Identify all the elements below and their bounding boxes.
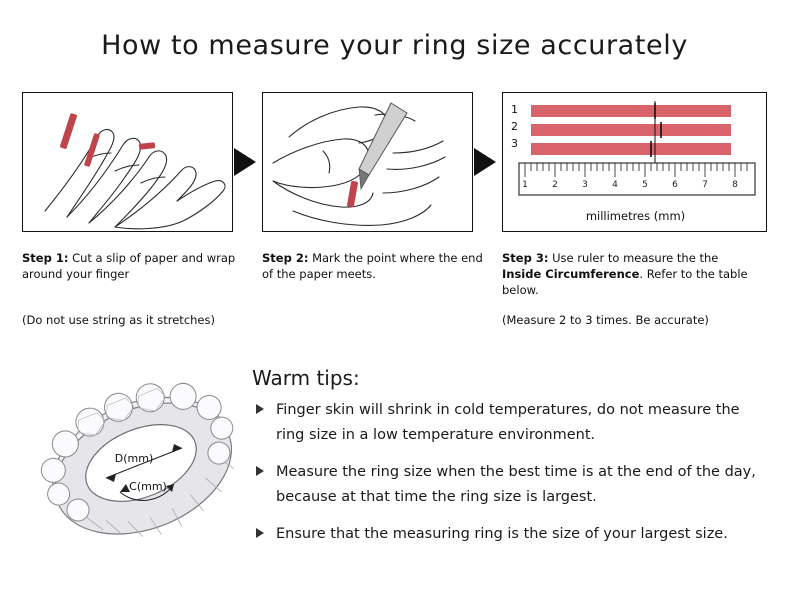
step3-illustration-panel	[502, 92, 767, 232]
tip-item	[252, 522, 772, 547]
strip-number-labels	[511, 101, 518, 152]
step3-label: Step 3:	[502, 251, 549, 265]
step1-illustration-panel	[22, 92, 233, 232]
step2-caption	[262, 250, 487, 282]
step2-text: Mark the point where the end of the paper meets.	[262, 251, 483, 281]
paper-strip-marked	[347, 181, 358, 208]
step3-text-part4: Refer to the table below.	[502, 267, 748, 297]
step3-emphasis: Inside Circumference	[502, 267, 640, 281]
svg-text:7: 7	[702, 180, 708, 190]
warm-tips-list	[252, 398, 772, 559]
measure-strip-2	[531, 124, 731, 136]
paper-strip-wrapped	[84, 133, 100, 167]
arrow-step2-to-step3-icon	[474, 148, 496, 176]
pen-icon	[359, 103, 407, 189]
tip-item	[252, 460, 772, 510]
paper-strip-end	[139, 142, 156, 150]
tip-text: Ensure that the measuring ring is the size of your largest size.	[276, 526, 728, 542]
tip-text: Finger skin will shrink in cold temperatures, do not measure the ring size in a low temperature environment.	[276, 402, 740, 443]
diameter-label: D(mm)	[114, 452, 154, 465]
strip-label-2: 2	[511, 120, 518, 133]
svg-text:3: 3	[582, 180, 588, 190]
warm-tips-heading: Warm tips:	[252, 366, 360, 390]
ruler-body	[519, 163, 755, 195]
svg-text:5: 5	[642, 180, 648, 190]
svg-text:6: 6	[672, 180, 678, 190]
hand-with-paper-strip-illustration	[23, 93, 232, 231]
step1-caption	[22, 250, 247, 282]
arrow-step1-to-step2-icon	[234, 148, 256, 176]
hand-with-pen-marking-illustration	[263, 93, 472, 231]
step3-caption	[502, 250, 752, 298]
bullet-triangle-icon	[256, 528, 264, 538]
paper-strip-loose	[60, 113, 78, 149]
step3-text-part2: the	[699, 251, 719, 265]
step3-text-part3: .	[639, 267, 644, 281]
step3-note: (Measure 2 to 3 times. Be accurate)	[502, 313, 709, 327]
svg-text:4: 4	[612, 180, 618, 190]
step2-label: Step 2:	[262, 251, 309, 265]
page-title: How to measure your ring size accurately	[101, 30, 688, 61]
tip-item	[252, 398, 772, 448]
strip-label-1: 1	[511, 103, 518, 116]
bullet-triangle-icon	[256, 404, 264, 414]
measure-strip-1	[531, 105, 731, 117]
millimetres-caption: millimetres (mm)	[585, 209, 686, 223]
step1-label: Step 1:	[22, 251, 69, 265]
svg-text:2: 2	[552, 180, 558, 190]
step1-text: Cut a slip of paper and wrap around your finger	[22, 251, 236, 281]
step2-illustration-panel	[262, 92, 473, 232]
strip-label-3: 3	[511, 137, 518, 150]
step3-text-part1: Use ruler to measure the	[548, 251, 696, 265]
svg-text:8: 8	[732, 180, 738, 190]
circumference-label: C(mm)	[129, 480, 167, 493]
ring-diagram-illustration	[28, 350, 258, 570]
svg-text:1: 1	[522, 180, 528, 190]
measure-strip-3	[531, 143, 731, 155]
bullet-triangle-icon	[256, 466, 264, 476]
step1-note: (Do not use string as it stretches)	[22, 313, 215, 327]
tip-text: Measure the ring size when the best time is at the end of the day, because at that time the ring size is largest.	[276, 464, 756, 505]
